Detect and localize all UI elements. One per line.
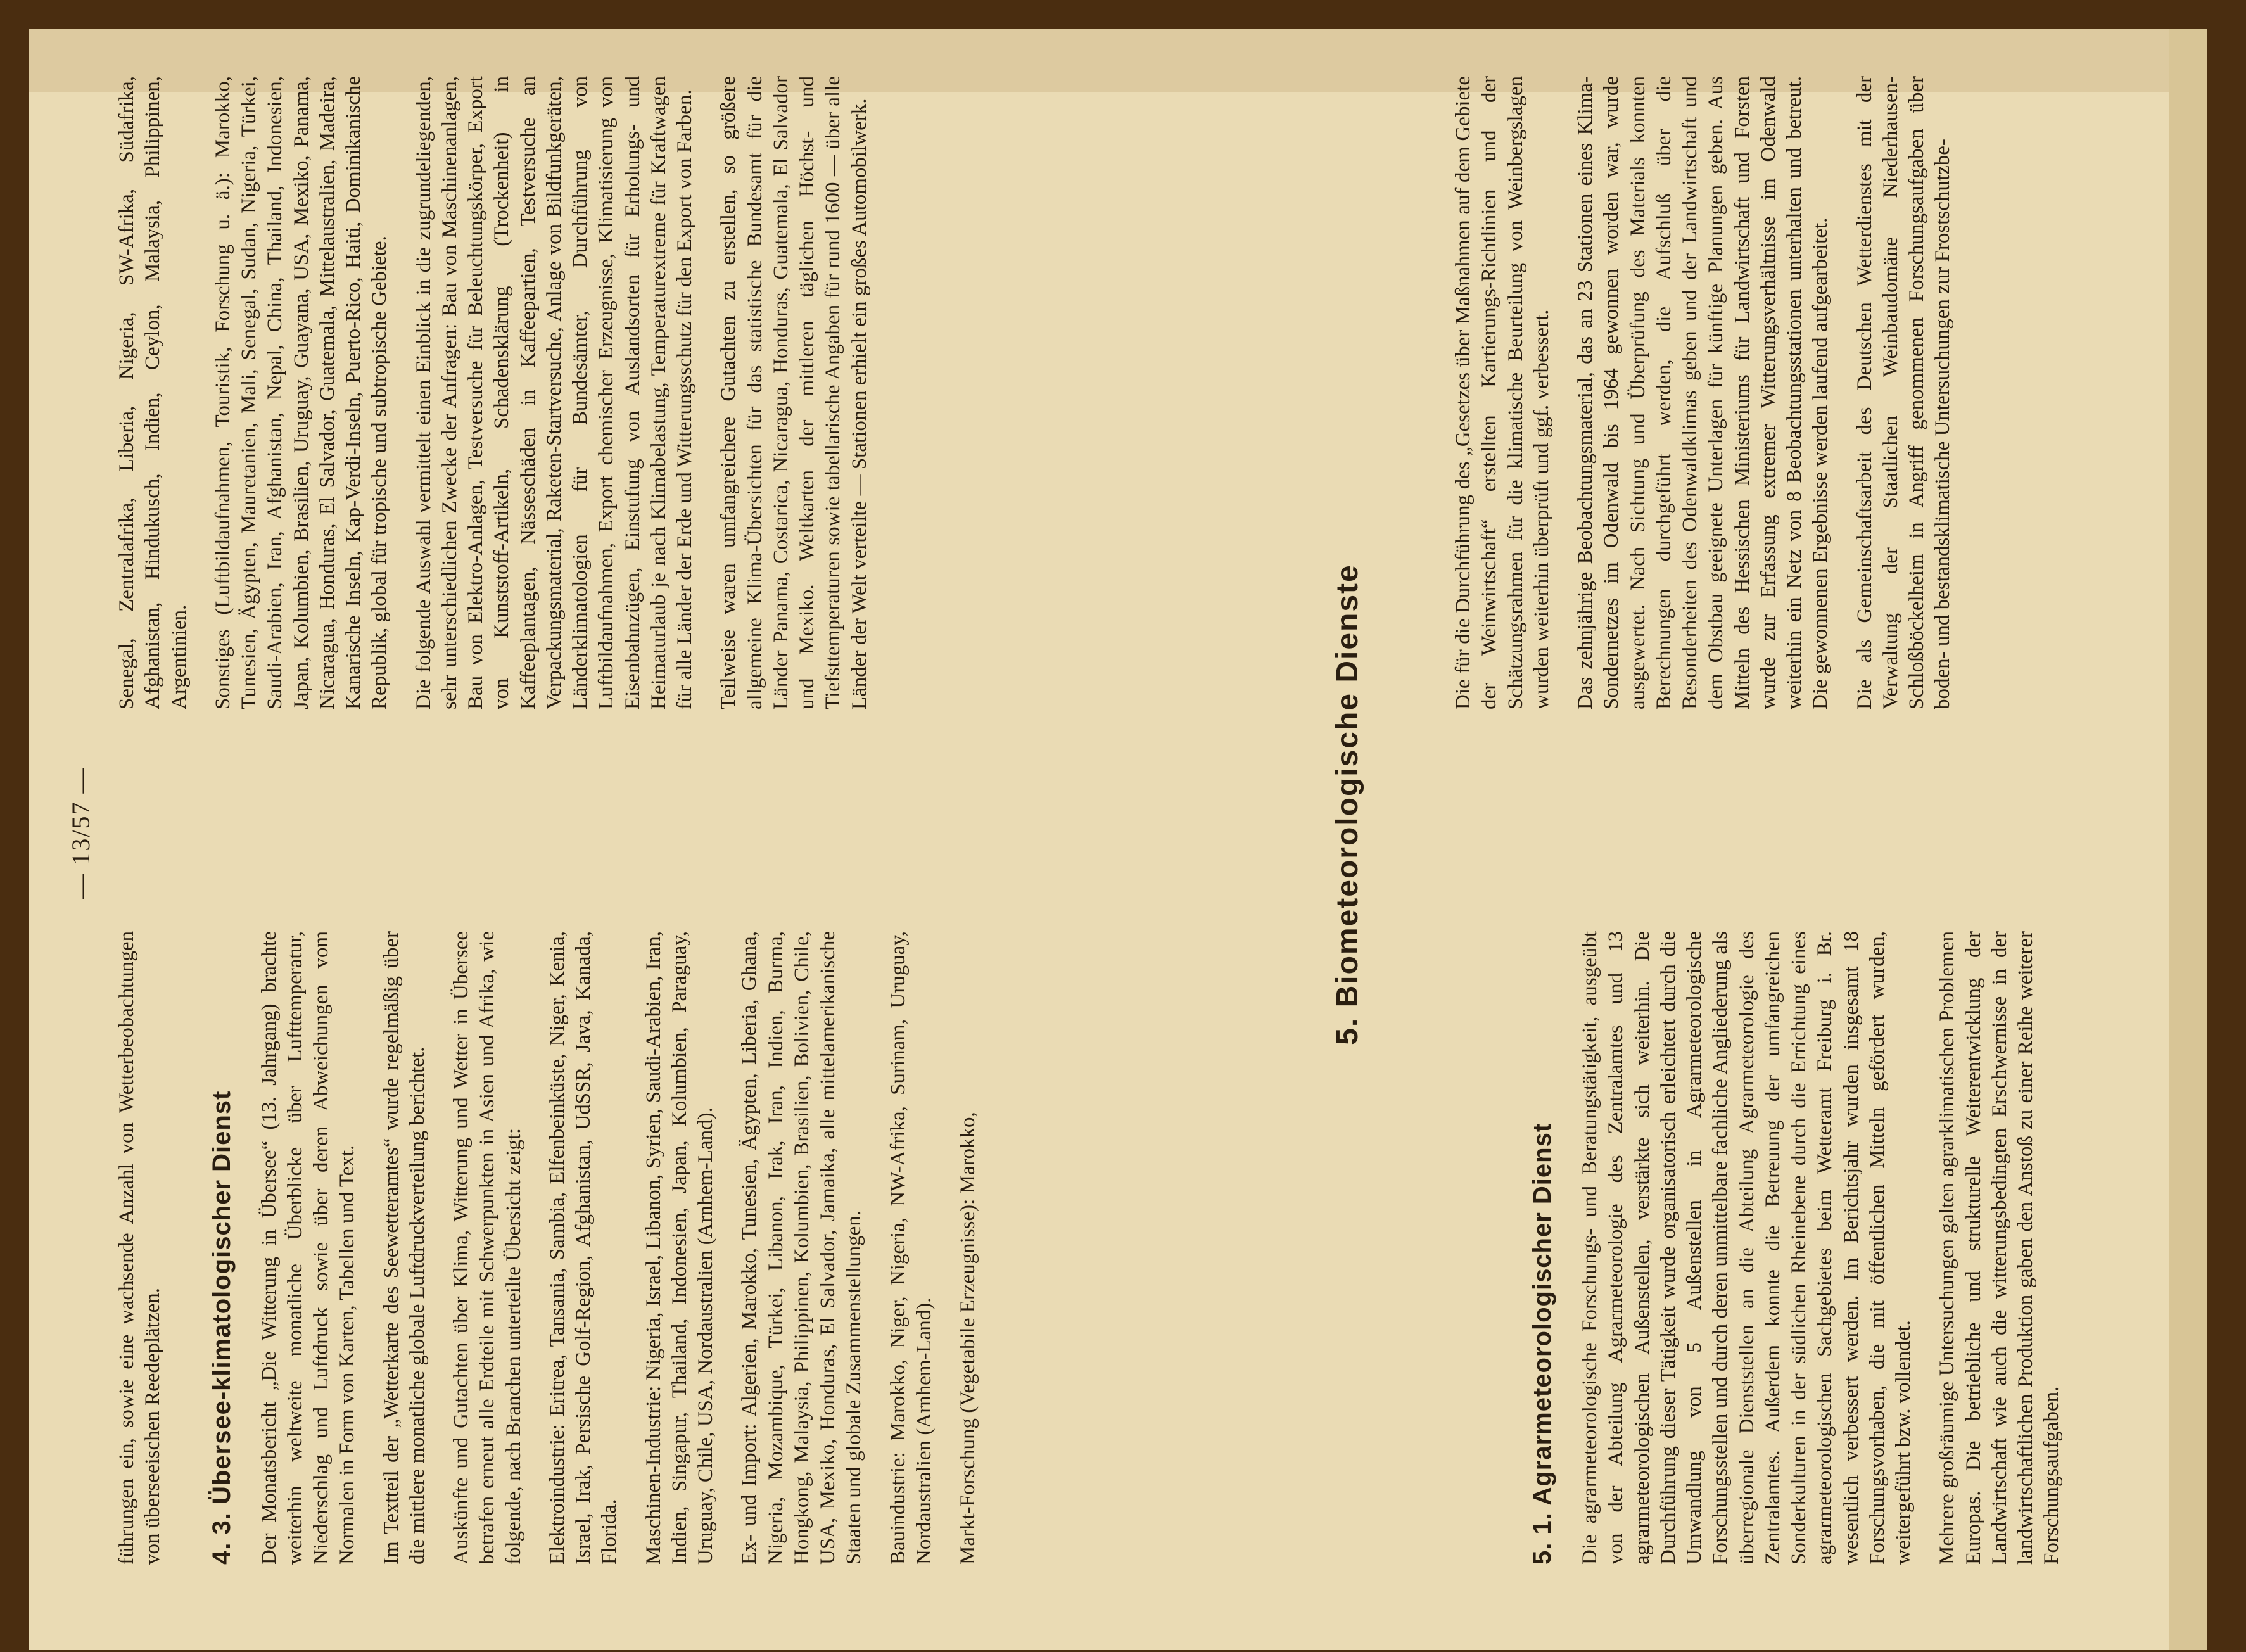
paragraph: Teilweise waren umfangreichere Gutachten zu erstellen, so größere allgemeine Klima-Übersichten für das statistische Bundesamt für die Länder Panama, Costarica, Nicaragua, Honduras, Guatemala, El Salvador und Mexiko. Weltkarten der mittleren täglichen Höchst- und Tiefsttemperaturen sowie tabellarische Angaben für rund 1600 — über alle Länder der Welt verteilte — Stationen erhielt ein großes Automobilwerk. [717,76,871,709]
paragraph: Die folgende Auswahl vermittelt einen Einblick in die zugrundeliegenden, sehr unterschiedlichen Zwecke der Anfragen: Bau von Maschinenanlagen, Bau von Elektro-Anlagen, Testversuche für Beleuchtungskörper, Export von Kunststoff-Artikeln, Schadensklärung (Trockenheit) in Kaffeeplantagen, Nässeschäden in Kaffeepartien, Testversuche an Verpackungsmaterial, Raketen-Startversuche, Anlage von Bildfunkgeräten, Länderklimatologien für Bundesämter, Durchführung von Luftbildaufnahmen, Export chemischer Erzeugnisse, Klimatisierung von Eisenbahnzügen, Einstufung von Auslandsorten für Erholungs- und Heimaturlaub je nach Klimabelastung, Temperaturextreme für Kraftwagen für alle Länder der Erde und Witterungsschutz für den Export von Farben. [412,76,696,709]
paragraph: Im Textteil der „Wetterkarte des Seewetteramtes“ wurde regelmäßig über die mittlere monatliche globale Luftdruckverteilung berichtet. [379,931,429,1565]
column-right-upper [114,76,891,709]
paragraph: Bauindustrie: Marokko, Niger, Nigeria, NW-Afrika, Surinam, Uruguay, Nordaustralien (Arnhem-Land). [886,931,936,1565]
paragraph: Elektroindustrie: Eritrea, Tansania, Sambia, Elfenbeinküste, Niger, Kenia, Israel, Irak, Persische Golf-Region, Afghanistan, UdSSR, Java, Kanada, Florida. [545,931,621,1565]
paragraph: führungen ein, sowie eine wachsende Anzahl von Wetterbeobachtungen von überseeischen Reedeplätzen. [115,931,165,1565]
rotated-page-content [57,51,2176,1615]
paragraph: Senegal, Zentralafrika, Liberia, Nigeria, SW-Afrika, Südafrika, Afghanistan, Hindukusch, Indien, Ceylon, Malaysia, Philippinen, Argentinien. [115,76,191,709]
column-left-upper [114,931,999,1565]
paragraph: Mehrere großräumige Untersuchungen galten agrarklimatischen Problemen Europas. Die betriebliche und strukturelle Weiterentwicklung der Landwirtschaft wie auch die witterungsbedingten Erschwernisse in der landwirtschaftlichen Produktion gaben den Anstoß zu einer Reihe weiterer Forschungsaufgaben. [1936,931,2064,1565]
section-heading-4-3: 4. 3. Übersee-klimatologischer Dienst [207,1090,236,1565]
paragraph: Die als Gemeinschaftsarbeit des Deutschen Wetterdienstes mit der Verwaltung der Staatlichen Weinbaudomäne Niederhausen-Schloßböckelheim in Angriff genommenen Forschungsaufgaben über boden- und bestandsklimatische Untersuchungen zur Frostschutzbe- [1853,76,1955,709]
section-heading-5-1: 5. 1. Agrarmeteorologischer Dienst [1528,1122,1556,1565]
paragraph: Auskünfte und Gutachten über Klima, Witterung und Wetter in Übersee betrafen erneut alle Erdteile mit Schwerpunkten in Asien und Afrika, wie folgende, nach Branchen unterteilte Übersicht zeigt: [450,931,525,1565]
paragraph: Der Monatsbericht „Die Witterung in Übersee“ (13. Jahrgang) brachte weiterhin weltweite monatliche Überblicke über Lufttemperatur, Niederschlag und Luftdruck sowie über deren Abweichungen vom Normalen in Form von Karten, Tabellen und Text. [257,931,359,1565]
paragraph: Das zehnjährige Beobachtungsmaterial, das an 23 Stationen eines Klima-Sondernetzes im Odenwald bis 1964 gewonnen worden war, wurde ausgewertet. Nach Sichtung und Überprüfung des Materials konnten Berechnungen durchgeführt werden, die Aufschluß über die Besonderheiten des Odenwaldklimas geben und der Landwirtschaft und dem Obstbau geeignete Unterlagen für künftige Planungen geben. Aus Mitteln des Hessischen Ministeriums für Landwirtschaft und Forsten wurde zur Erfassung extremer Witterungsverhältnisse im Odenwald weiterhin ein Netz von 8 Beobachtungsstationen unterhalten und betreut. Die gewonnenen Ergebnisse werden laufend aufgearbeitet. [1574,76,1832,709]
column-right-lower [1450,76,1974,709]
paragraph: Sonstiges (Luftbildaufnahmen, Touristik, Forschung u. ä.): Marokko, Tunesien, Ägypten, Mauretanien, Mali, Senegal, Sudan, Nigeria, Türkei, Saudi-Arabien, Iran, Afghanistan, Nepal, China, Thailand, Indonesien, Japan, Kolumbien, Brasilien, Uruguay, Guayana, USA, Mexiko, Panama, Nicaragua, Honduras, El Salvador, Guatemala, Mittelaustralien, Madeira, Kanarische Inseln, Kap-Verdi-Inseln, Puerto-Rico, Haiti, Dominikanische Republik, global für tropische und subtropische Gebiete. [211,76,391,709]
column-left-lower [1526,931,2083,1565]
paragraph: Die für die Durchführung des „Gesetzes über Maßnahmen auf dem Gebiete der Weinwirtschaft“ erstellten Kartierungs-Richtlinien und der Schätzungsrahmen für die klimatische Beurteilung von Weinbergslagen wurden weiterhin überprüft und ggf. verbessert. [1452,76,1553,709]
section-heading-5: 5. Biometeorologische Dienste [1331,564,1364,1045]
paragraph: Maschinen-Industrie: Nigeria, Israel, Libanon, Syrien, Saudi-Arabien, Iran, Indien, Singapur, Thailand, Indonesien, Japan, Kolumbien, Paraguay, Uruguay, Chile, USA, Nordaustralien (Arnhem-Land). [642,931,717,1565]
page-number: — 13/57 — [67,766,95,899]
paragraph: Markt-Forschung (Vegetabile Erzeugnisse): Marokko, [956,1112,979,1565]
paragraph: Ex- und Import: Algerien, Marokko, Tunesien, Ägypten, Liberia, Ghana, Nigeria, Mozambique, Türkei, Libanon, Irak, Iran, Indien, Burma, Hongkong, Malaysia, Philippinen, Kolumbien, Brasilien, Bolivien, Chile, USA, Mexiko, Honduras, El Salvador, Jamaika, alle mittelamerikanische Staaten und globale Zusammenstellungen. [738,931,866,1565]
paragraph: Die agrarmeteorologische Forschungs- und Beratungstätigkeit, ausgeübt von der Abteilung Agrarmeteorologie des Zentralamtes und 13 agrarmeteorologischen Außenstellen, verstärkte sich weiterhin. Die Durchführung dieser Tätigkeit wurde organisatorisch erleichtert durch die Umwandlung von 5 Außenstellen in Agrarmeteorologische Forschungsstellen und durch deren unmittelbare fachliche Angliederung als überregionale Dienststellen an die Abteilung Agrarmeteorologie des Zentralamtes. Außerdem konnte die Betreuung der umfangreichen Sonderkulturen in der südlichen Rheinebene durch die Errichtung eines agrarmeteorologischen Sachgebietes beim Wetteramt Freiburg i. Br. wesentlich verbessert werden. Im Berichtsjahr wurden insgesamt 18 Forschungsvorhaben, die mit öffentlichen Mitteln gefördert wurden, weitergeführt bzw. vollendet. [1578,931,1915,1565]
